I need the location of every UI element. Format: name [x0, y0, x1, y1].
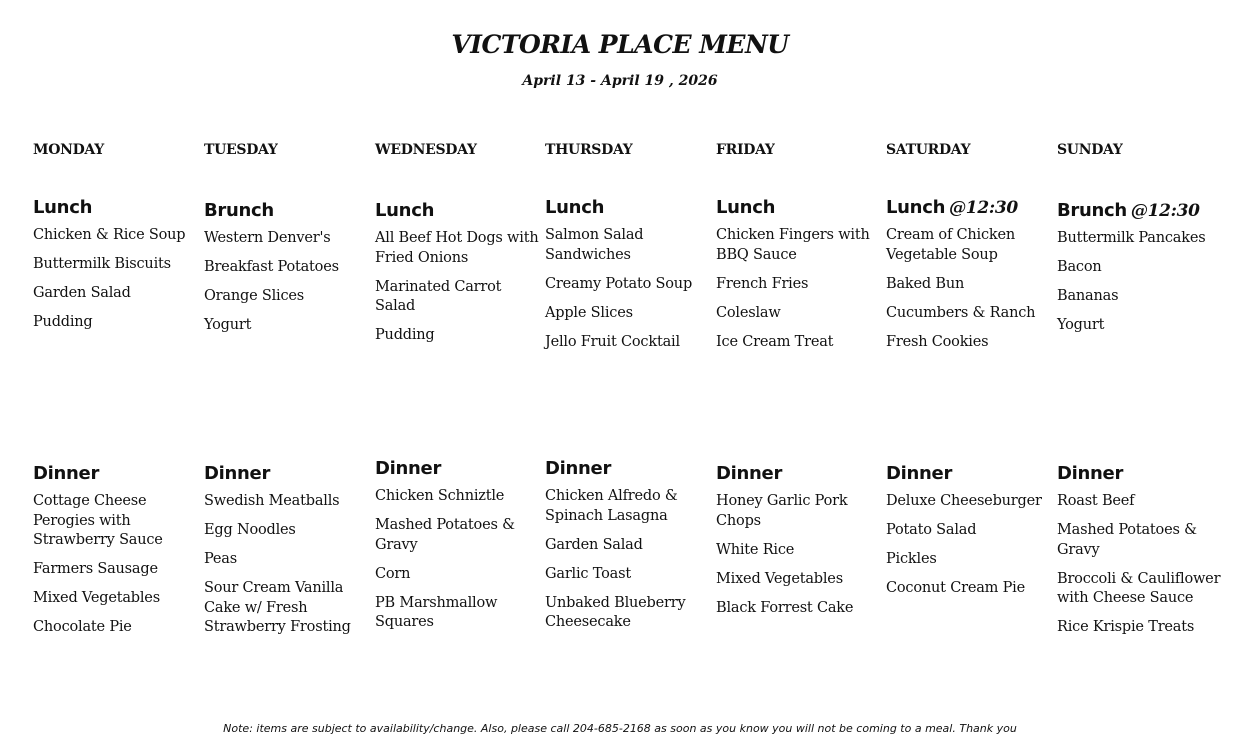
menu-item: Bananas — [1057, 288, 1119, 304]
meal-label: Dinner — [545, 458, 612, 479]
menu-item: Black Forrest Cake — [716, 599, 854, 616]
menu-item: Honey Garlic Pork Chops — [716, 493, 848, 529]
menu-item: Unbaked Blueberry Cheesecake — [545, 594, 686, 630]
menu-item: White Rice — [716, 541, 795, 558]
meal-label: Lunch — [33, 197, 93, 218]
meal-heading — [545, 197, 713, 218]
day-heading-monday: MONDAY — [33, 142, 104, 158]
menu-item: Peas — [204, 551, 237, 567]
meal-heading — [886, 463, 1054, 484]
menu-item: Garden Salad — [33, 285, 131, 301]
meal-heading — [716, 197, 884, 218]
meal-label: Dinner — [716, 463, 783, 484]
menu-item: Creamy Potato Soup — [545, 275, 693, 292]
menu-item: Yogurt — [204, 317, 252, 333]
meal-heading — [886, 197, 1054, 218]
monday-lunch-section — [33, 197, 201, 342]
tuesday-dinner-section — [204, 463, 372, 647]
menu-item: Salmon Salad Sandwiches — [545, 227, 644, 263]
meal-label: Lunch — [716, 197, 776, 218]
menu-item: PB Marshmallow Squares — [375, 594, 498, 630]
menu-item: Mashed Potatoes & Gravy — [1057, 522, 1197, 558]
menu-item: Pickles — [886, 551, 937, 567]
menu-item: Chicken & Rice Soup — [33, 227, 186, 243]
menu-item: Fresh Cookies — [886, 333, 989, 350]
friday-dinner-section — [716, 463, 884, 628]
day-heading-friday: FRIDAY — [716, 142, 775, 158]
menu-item: French Fries — [716, 275, 809, 292]
menu-item: Cottage Cheese Perogies with Strawberry Sauce — [33, 493, 163, 548]
meal-label: Dinner — [886, 463, 953, 484]
meal-label: Dinner — [33, 463, 100, 484]
day-heading-thursday: THURSDAY — [545, 142, 633, 158]
menu-item: Deluxe Cheeseburger — [886, 493, 1042, 509]
menu-item: Cream of Chicken Vegetable Soup — [886, 227, 1016, 263]
meal-time: @12:30 — [949, 198, 1018, 218]
menu-item: Farmers Sausage — [33, 561, 158, 577]
meal-label: Dinner — [1057, 463, 1124, 484]
meal-heading — [33, 197, 201, 218]
saturday-dinner-section — [886, 463, 1054, 608]
menu-item: Swedish Meatballs — [204, 493, 340, 509]
menu-item: Buttermilk Biscuits — [33, 256, 171, 272]
day-heading-saturday: SATURDAY — [886, 142, 971, 158]
menu-item: Pudding — [375, 327, 435, 343]
menu-item: Jello Fruit Cocktail — [545, 333, 680, 350]
menu-item: Ice Cream Treat — [716, 333, 834, 350]
meal-label: Lunch — [886, 197, 946, 218]
meal-heading — [375, 458, 543, 479]
menu-item: Baked Bun — [886, 275, 965, 292]
meal-heading — [204, 200, 372, 221]
menu-item: Breakfast Potatoes — [204, 259, 339, 275]
thursday-lunch-section — [545, 197, 713, 362]
menu-item: Garden Salad — [545, 536, 643, 553]
wednesday-dinner-section — [375, 458, 543, 642]
meal-heading — [375, 200, 543, 221]
meal-label: Lunch — [545, 197, 605, 218]
menu-item: Egg Noodles — [204, 522, 296, 538]
menu-item: Bacon — [1057, 259, 1102, 275]
thursday-dinner-section — [545, 458, 713, 642]
meal-label: Dinner — [204, 463, 271, 484]
menu-item: All Beef Hot Dogs with Fried Onions — [375, 230, 539, 266]
menu-item: Cucumbers & Ranch — [886, 304, 1036, 321]
day-heading-sunday: SUNDAY — [1057, 142, 1123, 158]
day-heading-tuesday: TUESDAY — [204, 142, 278, 158]
menu-item: Potato Salad — [886, 522, 977, 538]
menu-item: Coconut Cream Pie — [886, 580, 1025, 596]
menu-item: Chicken Fingers with BBQ Sauce — [716, 227, 870, 263]
wednesday-lunch-section — [375, 200, 543, 355]
menu-item: Yogurt — [1057, 317, 1105, 333]
friday-lunch-section — [716, 197, 884, 362]
menu-item: Western Denver's — [204, 230, 331, 246]
menu-item: Sour Cream Vanilla Cake w/ Fresh Strawberry Frosting — [204, 580, 351, 635]
menu-item: Coleslaw — [716, 304, 781, 321]
menu-item: Chicken Alfredo & Spinach Lasagna — [545, 488, 678, 524]
meal-heading — [716, 463, 884, 484]
menu-item: Mixed Vegetables — [33, 590, 160, 606]
menu-item: Marinated Carrot Salad — [375, 278, 502, 314]
menu-item: Roast Beef — [1057, 493, 1135, 509]
meal-heading — [545, 458, 713, 479]
menu-date-range: April 13 - April 19 , 2026 — [522, 73, 718, 89]
meal-label: Lunch — [375, 200, 435, 221]
menu-item: Mashed Potatoes & Gravy — [375, 517, 515, 553]
footer-note: Note: items are subject to availability/change. Also, please call 204-685-2168 as soon as you know you will not be coming to a meal. Thank you — [223, 722, 1017, 735]
sunday-brunch-section — [1057, 200, 1225, 345]
saturday-lunch-section — [886, 197, 1054, 362]
menu-item: Corn — [375, 565, 411, 582]
menu-item: Buttermilk Pancakes — [1057, 230, 1206, 246]
meal-heading — [1057, 463, 1225, 484]
tuesday-brunch-section — [204, 200, 372, 345]
day-heading-wednesday: WEDNESDAY — [375, 142, 477, 158]
sunday-dinner-section — [1057, 463, 1225, 647]
monday-dinner-section — [33, 463, 201, 647]
meal-label: Brunch — [204, 200, 274, 221]
meal-label: Brunch — [1057, 200, 1127, 221]
menu-item: Pudding — [33, 314, 93, 330]
menu-item: Chocolate Pie — [33, 619, 132, 635]
menu-item: Apple Slices — [545, 304, 633, 321]
meal-time: @12:30 — [1130, 201, 1200, 221]
menu-title: VICTORIA PLACE MENU — [451, 30, 789, 59]
menu-item: Chicken Schniztle — [375, 488, 505, 504]
menu-item: Broccoli & Cauliflower with Cheese Sauce — [1057, 570, 1221, 606]
menu-item: Orange Slices — [204, 288, 305, 304]
meal-heading — [33, 463, 201, 484]
meal-label: Dinner — [375, 458, 442, 479]
meal-heading — [1057, 200, 1225, 221]
menu-item: Mixed Vegetables — [716, 570, 843, 587]
menu-item: Garlic Toast — [545, 565, 631, 582]
menu-item: Rice Krispie Treats — [1057, 619, 1195, 635]
meal-heading — [204, 463, 372, 484]
